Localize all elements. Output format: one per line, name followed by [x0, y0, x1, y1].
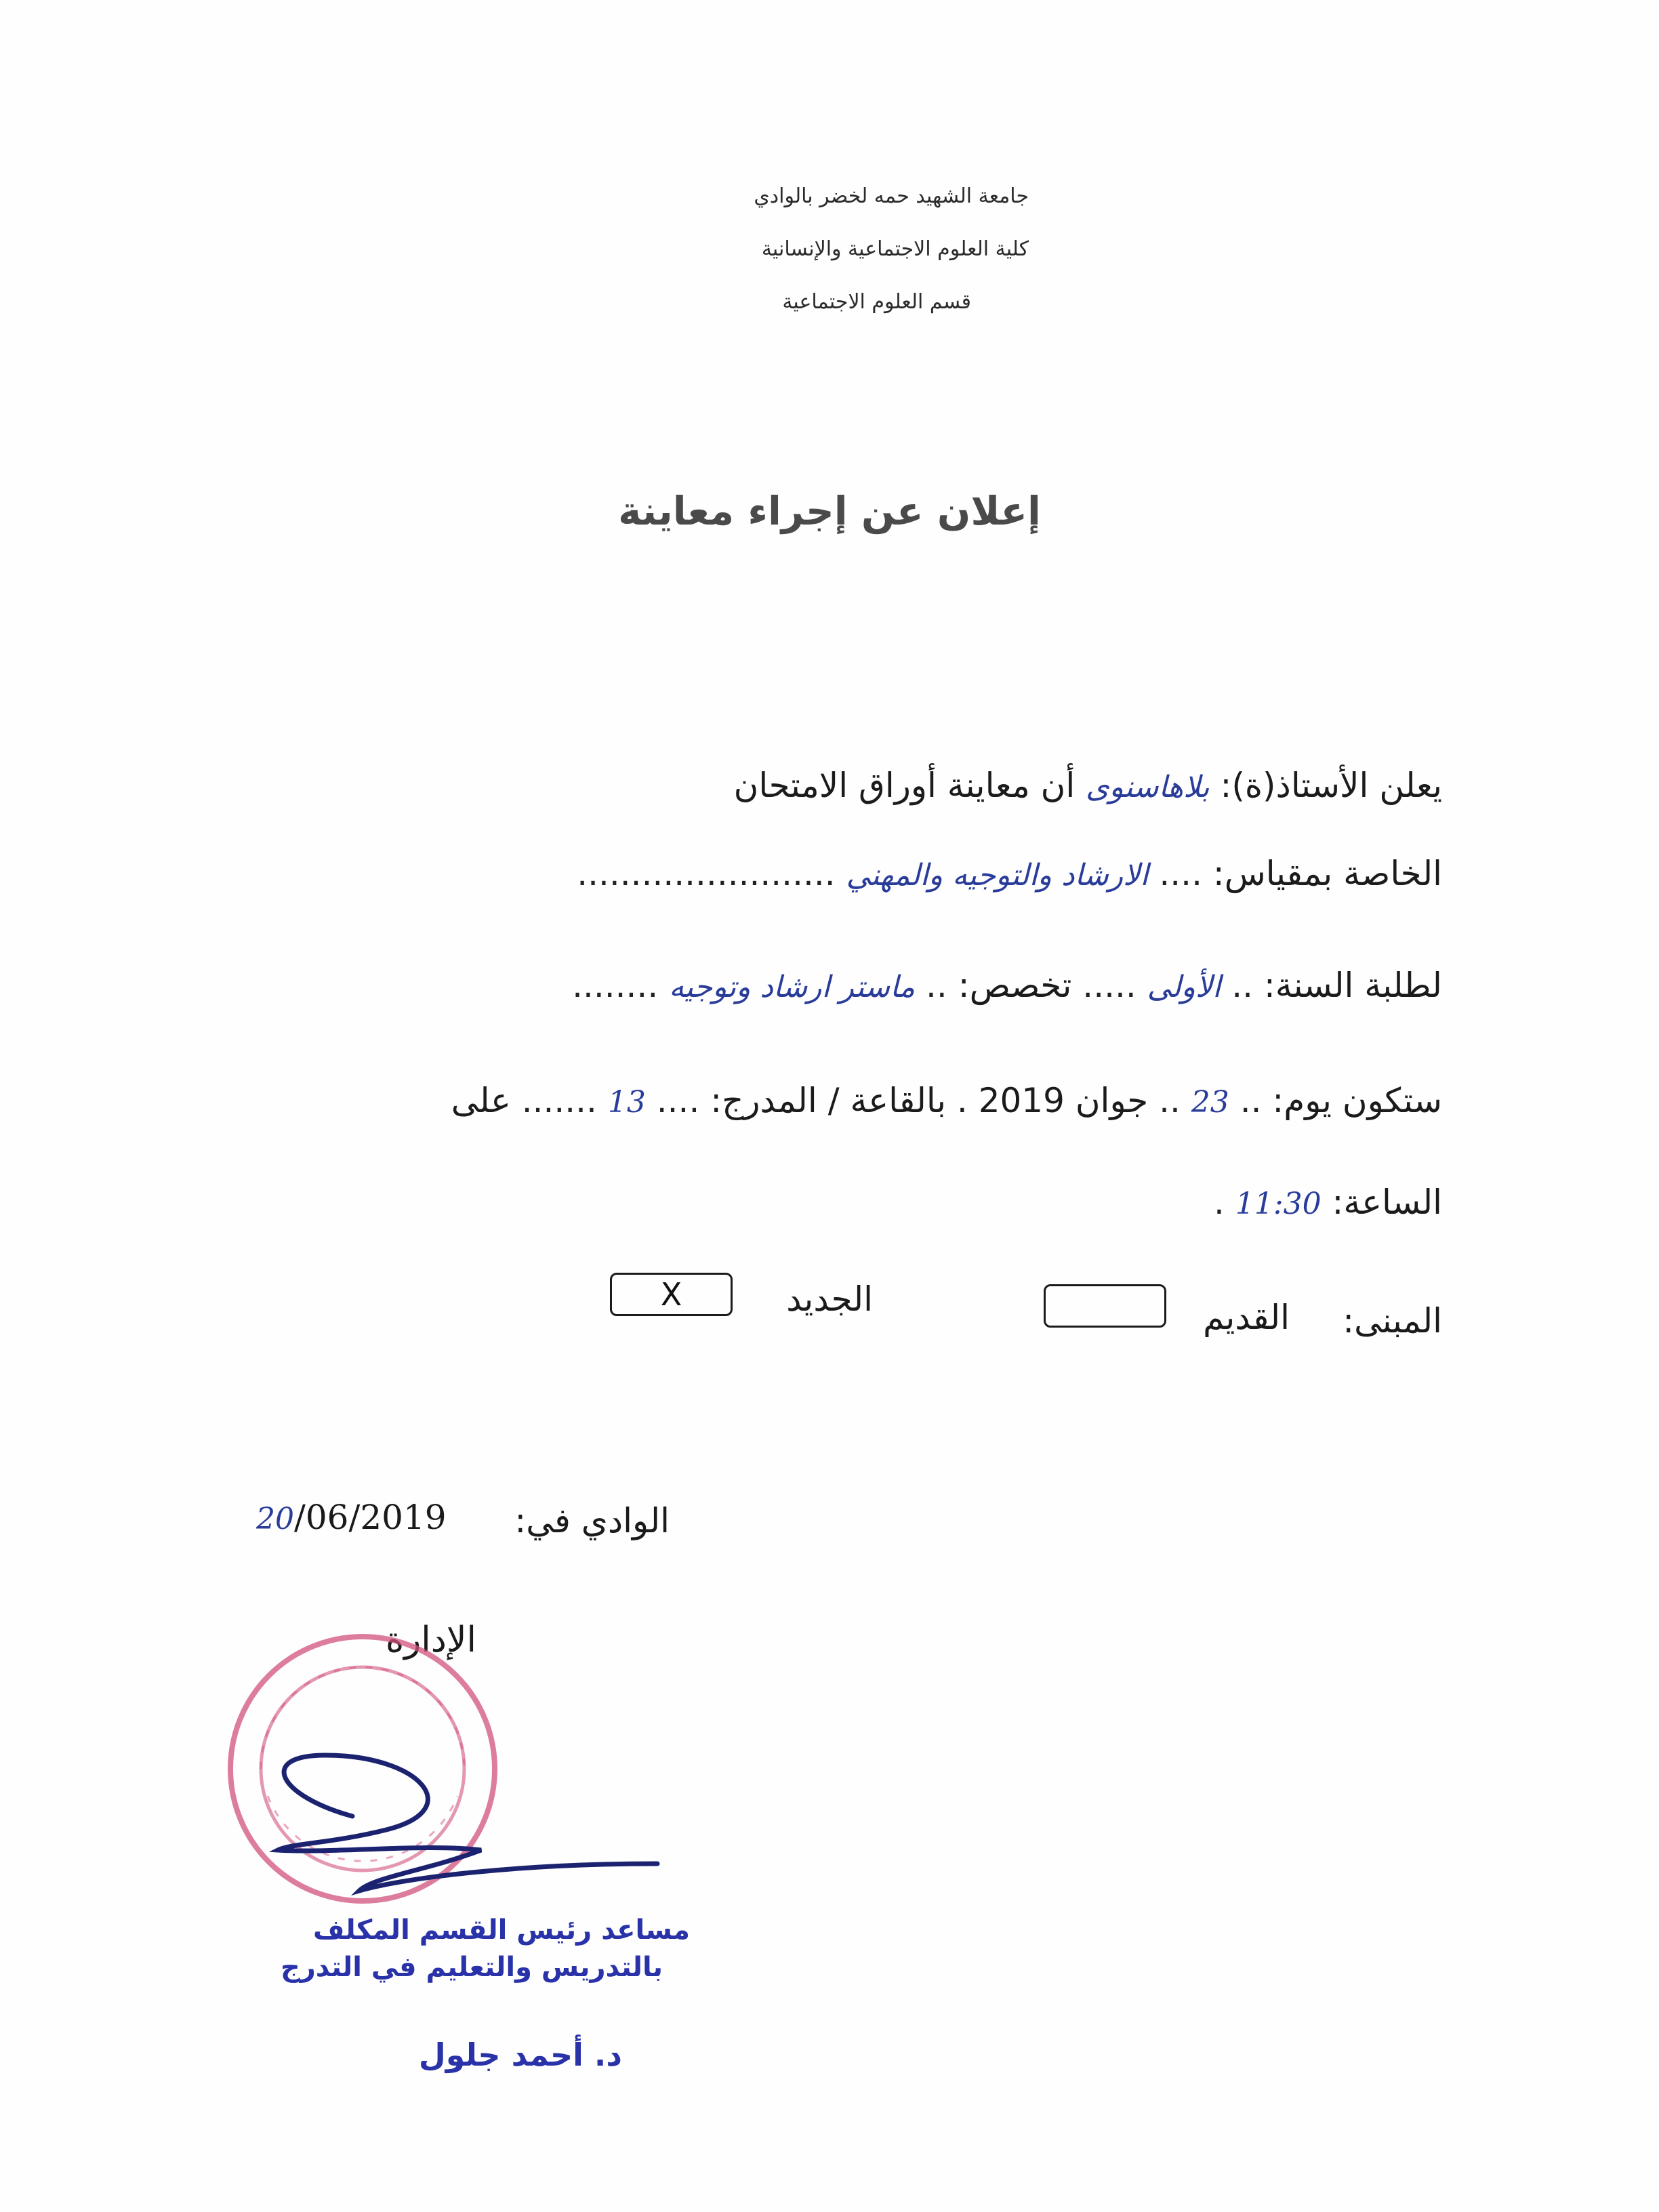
- year-value: الأولى: [1147, 970, 1221, 1004]
- dotted-leader: ..: [1231, 966, 1254, 1005]
- date-rest: /06/2019: [294, 1498, 447, 1537]
- building-old-label: القديم: [1203, 1298, 1290, 1337]
- handwritten-signature-icon: [251, 1735, 671, 1911]
- announcement-line-5: [1214, 1183, 1442, 1222]
- dotted-leader: .......: [521, 1081, 597, 1120]
- dotted-leader: .: [1214, 1183, 1225, 1222]
- dotted-leader: ........................: [577, 854, 836, 893]
- department-name: قسم العلوم الاجتماعية: [782, 290, 971, 314]
- announcement-line-2: [577, 854, 1442, 893]
- dotted-leader: .....: [1082, 966, 1136, 1005]
- line4-end: على: [451, 1081, 511, 1120]
- announcement-line-4: [451, 1081, 1442, 1120]
- building-new-label: الجديد: [786, 1279, 873, 1319]
- signatory-name: د. أحمد جلول: [418, 2036, 622, 2073]
- faculty-name: كلية العلوم الاجتماعية والإنسانية: [761, 237, 1029, 261]
- place-label: الوادي في:: [514, 1501, 670, 1540]
- building-label: المبنى:: [1343, 1301, 1442, 1340]
- time-value: 11:30: [1235, 1187, 1322, 1221]
- document-title: إعلان عن إجراء معاينة: [618, 488, 1041, 534]
- date-day: 20: [256, 1502, 294, 1536]
- hall-label: المدرج:: [710, 1081, 817, 1120]
- specialty-label: تخصص:: [958, 966, 1072, 1005]
- announcement-line-3: [572, 966, 1442, 1005]
- check-mark-icon: X: [660, 1276, 682, 1313]
- building-new-checkbox[interactable]: [610, 1273, 733, 1316]
- signatory-title-line-2: بالتدريس والتعليم في التدرج: [280, 1952, 663, 1983]
- teacher-label: يعلن الأستاذ(ة):: [1220, 766, 1442, 805]
- dotted-leader: ........: [572, 966, 659, 1005]
- day-value: 23: [1191, 1085, 1229, 1120]
- specialty-value: ماستر ارشاد وتوجيه: [669, 970, 916, 1004]
- day-label: ستكون يوم:: [1272, 1081, 1442, 1120]
- month-year: جوان 2019 . بالقاعة /: [827, 1081, 1149, 1120]
- administration-label: الإدارة: [385, 1620, 476, 1660]
- hall-value: 13: [607, 1085, 646, 1120]
- time-label: الساعة:: [1332, 1183, 1442, 1222]
- issue-date: [256, 1498, 447, 1537]
- signatory-title-line-1: مساعد رئيس القسم المكلف: [313, 1914, 690, 1946]
- subject-label: الخاصة بمقياس:: [1212, 854, 1442, 893]
- line1-suffix: أن معاينة أوراق الامتحان: [733, 766, 1076, 805]
- dotted-leader: ....: [656, 1081, 700, 1120]
- subject-name: الارشاد والتوجيه والمهني: [846, 858, 1149, 893]
- dotted-leader: ..: [1159, 1081, 1181, 1120]
- dotted-leader: ..: [1240, 1081, 1262, 1120]
- dotted-leader: ..: [926, 966, 947, 1005]
- university-name: جامعة الشهيد حمه لخضر بالوادي: [754, 184, 1029, 208]
- year-label: لطلبة السنة:: [1263, 966, 1442, 1005]
- teacher-name: بلاهاسنوى: [1086, 770, 1210, 804]
- announcement-line-1: [734, 766, 1442, 805]
- building-old-checkbox[interactable]: [1044, 1284, 1166, 1328]
- dotted-leader: ....: [1159, 854, 1202, 893]
